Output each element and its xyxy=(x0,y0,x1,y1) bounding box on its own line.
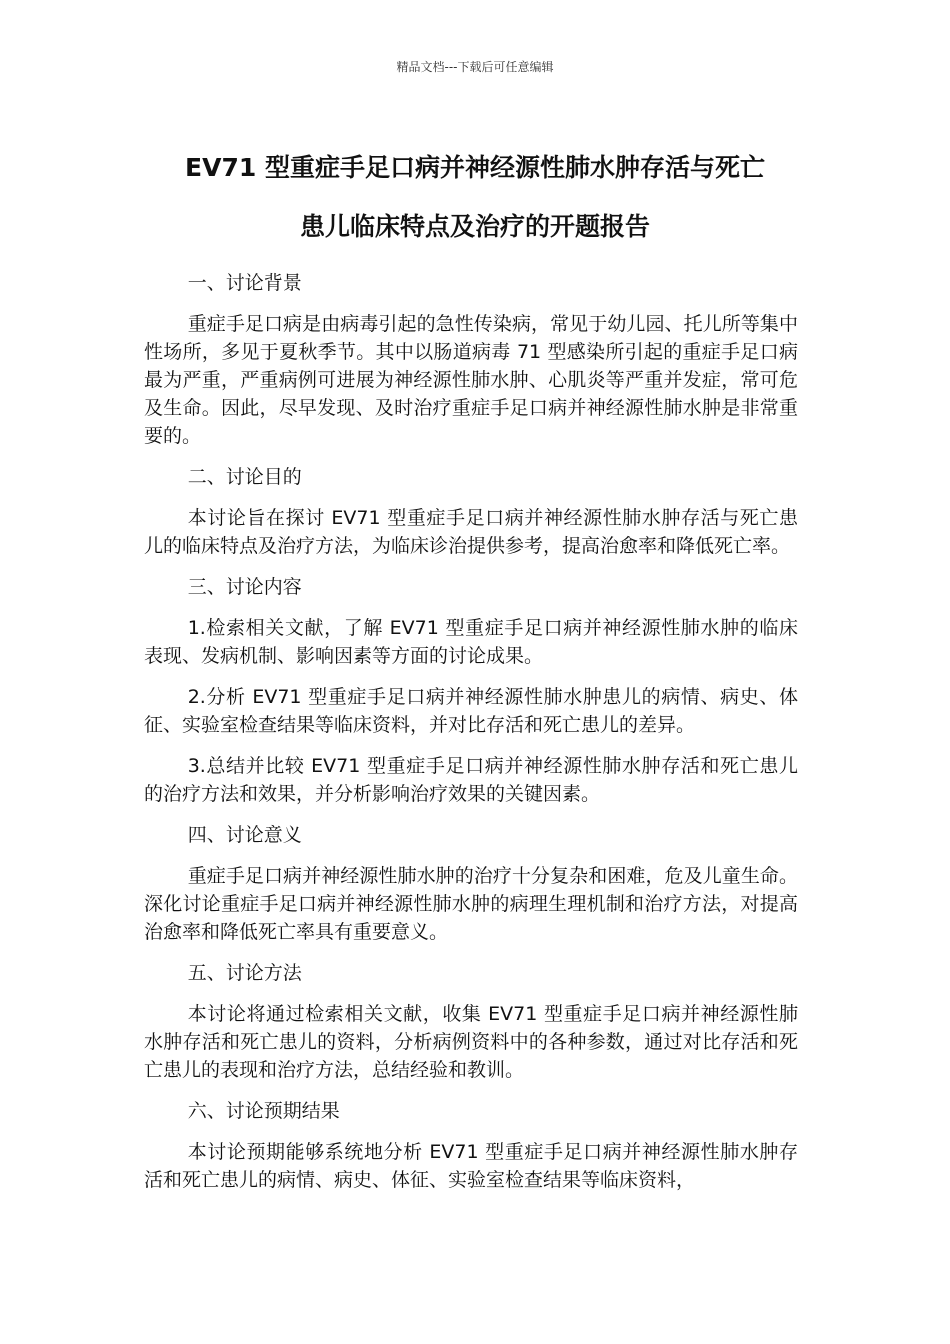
paragraph-content-item-2: 2.分析 EV71 型重症手足口病并神经源性肺水肿患儿的病情、病史、体征、实验室检查结果等临床资料，并对比存活和死亡患儿的差异。 xyxy=(144,686,798,736)
section-heading-background: 一、讨论背景 xyxy=(187,272,302,294)
paragraph-method: 本讨论将通过检索相关文献，收集 EV71 型重症手足口病并神经源性肺水肿存活和死亡患儿的资料，分析病例资料中的各种参数，通过对比存活和死亡患儿的表现和治疗方法，总结经验和教训。 xyxy=(144,1003,798,1081)
paragraph-purpose: 本讨论旨在探讨 EV71 型重症手足口病并神经源性肺水肿存活与死亡患儿的临床特点及治疗方法，为临床诊治提供参考，提高治愈率和降低死亡率。 xyxy=(144,507,798,557)
title-line-2: 患儿临床特点及治疗的开题报告 xyxy=(299,212,650,241)
section-heading-purpose: 二、讨论目的 xyxy=(187,466,302,488)
paragraph-expected-results: 本讨论预期能够系统地分析 EV71 型重症手足口病并神经源性肺水肿存活和死亡患儿的病情、病史、体征、实验室检查结果等临床资料， xyxy=(144,1141,798,1191)
header-note: 精品文档---下载后可任意编辑 xyxy=(396,60,554,74)
document-title xyxy=(100,138,850,256)
document-body xyxy=(144,269,798,1207)
paragraph-background: 重症手足口病是由病毒引起的急性传染病，常见于幼儿园、托儿所等集中性场所，多见于夏秋季节。其中以肠道病毒 71 型感染所引起的重症手足口病最为严重，严重病例可进展为神经源性肺水肿、心肌炎等严重并发症，常可危及生命。因此，尽早发现、及时治疗重症手足口病并神经源性肺水肿是非常重要的。 xyxy=(144,313,798,447)
section-heading-method: 五、讨论方法 xyxy=(187,962,302,984)
section-heading-expected-results: 六、讨论预期结果 xyxy=(187,1100,340,1122)
section-heading-content: 三、讨论内容 xyxy=(187,576,302,598)
title-line-1: EV71 型重症手足口病并神经源性肺水肿存活与死亡 xyxy=(185,153,765,182)
paragraph-significance: 重症手足口病并神经源性肺水肿的治疗十分复杂和困难，危及儿童生命。深化讨论重症手足口病并神经源性肺水肿的病理生理机制和治疗方法，对提高治愈率和降低死亡率具有重要意义。 xyxy=(144,865,798,943)
paragraph-content-item-3: 3.总结并比较 EV71 型重症手足口病并神经源性肺水肿存活和死亡患儿的治疗方法和效果，并分析影响治疗效果的关键因素。 xyxy=(144,755,798,805)
paragraph-content-item-1: 1.检索相关文献，了解 EV71 型重症手足口病并神经源性肺水肿的临床表现、发病机制、影响因素等方面的讨论成果。 xyxy=(144,617,798,667)
section-heading-significance: 四、讨论意义 xyxy=(187,824,302,846)
